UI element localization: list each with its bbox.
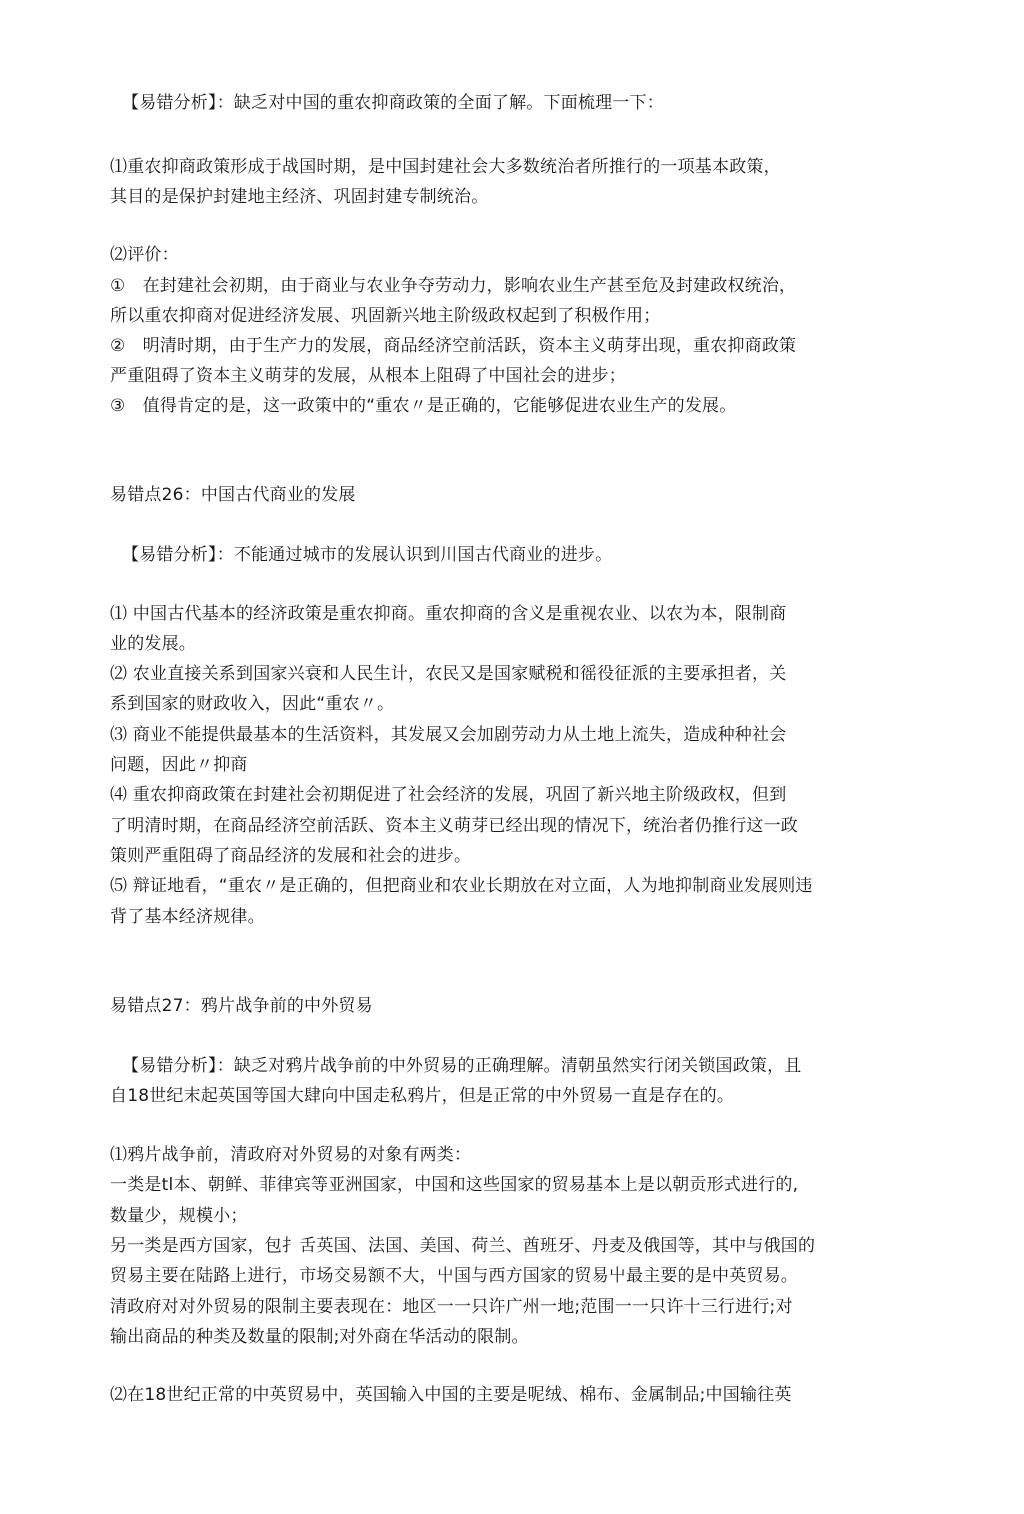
paragraph-line: 策则严重阻碍了商品经济的发展和社会的进步。 bbox=[110, 846, 472, 866]
paragraph-line: ③ 值得肯定的是，这一政策中的“重农〃是正确的，它能够促进农业生产的发展。 bbox=[110, 396, 737, 416]
section-title-27: 易错点27：鸦片战争前的中外贸易 bbox=[110, 996, 373, 1016]
paragraph-line: 了明清时期，在商品经济空前活跃、资本主义萌芽已经出现的情况下，统治者仍推行这一政 bbox=[110, 816, 798, 836]
paragraph-line: 数量少，规模小； bbox=[110, 1206, 248, 1226]
analysis-27: 【易错分析】：缺乏对鸦片战争前的中外贸易的正确理解。清朝虽然实行闭关锁国政策，且 bbox=[122, 1056, 802, 1076]
paragraph-line: ② 明清时期，由于生产力的发展，商品经济空前活跃，资本主义萌芽出现，重农抑商政策 bbox=[110, 336, 797, 356]
paragraph-line: ① 在封建社会初期，由于商业与农业争夺劳动力，影响农业生产甚至危及封建政权统治， bbox=[110, 276, 797, 296]
paragraph-line: 业的发展。 bbox=[110, 634, 196, 654]
paragraph-line: 所以重农抑商对促进经济发展、巩固新兴地主阶级政权起到了积极作用； bbox=[110, 306, 661, 326]
paragraph-line: 其目的是保护封建地主经济、巩固封建专制统治。 bbox=[110, 187, 489, 207]
paragraph-line: ⑸ 辩证地看，“重农〃是正确的，但把商业和农业长期放在对立面，人为地抑制商业发展则违 bbox=[110, 876, 813, 896]
analysis-26: 【易错分析】：不能通过城市的发展认识到川国古代商业的进步。 bbox=[122, 545, 613, 565]
paragraph-line: 输出商品的种类及数量的限制;对外商在华活动的限制。 bbox=[110, 1327, 529, 1347]
paragraph-line: ⑴ 中国古代基本的经济政策是重农抑商。重农抑商的含义是重视农业、以农为本，限制商 bbox=[110, 604, 787, 624]
paragraph-line: ⑷ 重农抑商政策在封建社会初期促进了社会经济的发展，巩固了新兴地主阶级政权，但到 bbox=[110, 785, 787, 805]
paragraph-line: ⑶ 商业不能提供最基本的生活资料，其发展又会加剧劳动力从土地上流失，造成种种社会 bbox=[110, 725, 787, 745]
paragraph-line: ⑴重农抑商政策形成于战国时期，是中国封建社会大多数统治者所推行的一项基本政策， bbox=[110, 157, 781, 177]
paragraph-line: 另一类是西方国家，包扌舌英国、法国、美国、荷兰、酋班牙、丹麦及俄国等，其中与俄国的 bbox=[110, 1236, 816, 1256]
section-title-26: 易错点26：中国古代商业的发展 bbox=[110, 485, 356, 505]
paragraph-line: ⑴鸦片战争前，清政府对外贸易的对象有两类： bbox=[110, 1145, 472, 1165]
analysis-25: 【易错分析】：缺乏对中国的重农抑商政策的全面了解。下面梳理一下： bbox=[122, 93, 664, 113]
paragraph-line: 严重阻碍了资本主义萌芽的发展，从根本上阻碍了中国社会的进步； bbox=[110, 366, 626, 386]
paragraph-line: 一类是tl本、朝鲜、菲律宾等亚洲国家，中国和这些国家的贸易基本上是以朝贡形式进行的, bbox=[110, 1175, 799, 1195]
paragraph-line: 问题，因此〃抑商 bbox=[110, 755, 248, 775]
paragraph-line: ⑵在18世纪正常的中英贸易中，英国输入中国的主要是呢绒、棉布、金属制品;中国输往英 bbox=[110, 1385, 792, 1405]
paragraph-line: 背了基本经济规律。 bbox=[110, 907, 265, 927]
paragraph-line: ⑵ 农业直接关系到国家兴衰和人民生计，农民又是国家赋税和徭役征派的主要承担者，关 bbox=[110, 664, 787, 684]
paragraph-line: 贸易主要在陆路上进行，市场交易额不大，屮国与西方国家的贸易屮最主要的是中英贸易。 bbox=[110, 1266, 798, 1286]
paragraph-line: ⑵评价： bbox=[110, 245, 179, 265]
paragraph-line: 系到国家的财政收入，因此“重农〃。 bbox=[110, 694, 395, 714]
analysis-27-cont: 自18世纪末起英国等国大肆向中国走私鸦片，但是正常的中外贸易一直是存在的。 bbox=[110, 1086, 735, 1106]
paragraph-line: 清政府对对外贸易的限制主要表现在：地区一一只许广州一地;范围一一只许十三行进行;对 bbox=[110, 1297, 793, 1317]
